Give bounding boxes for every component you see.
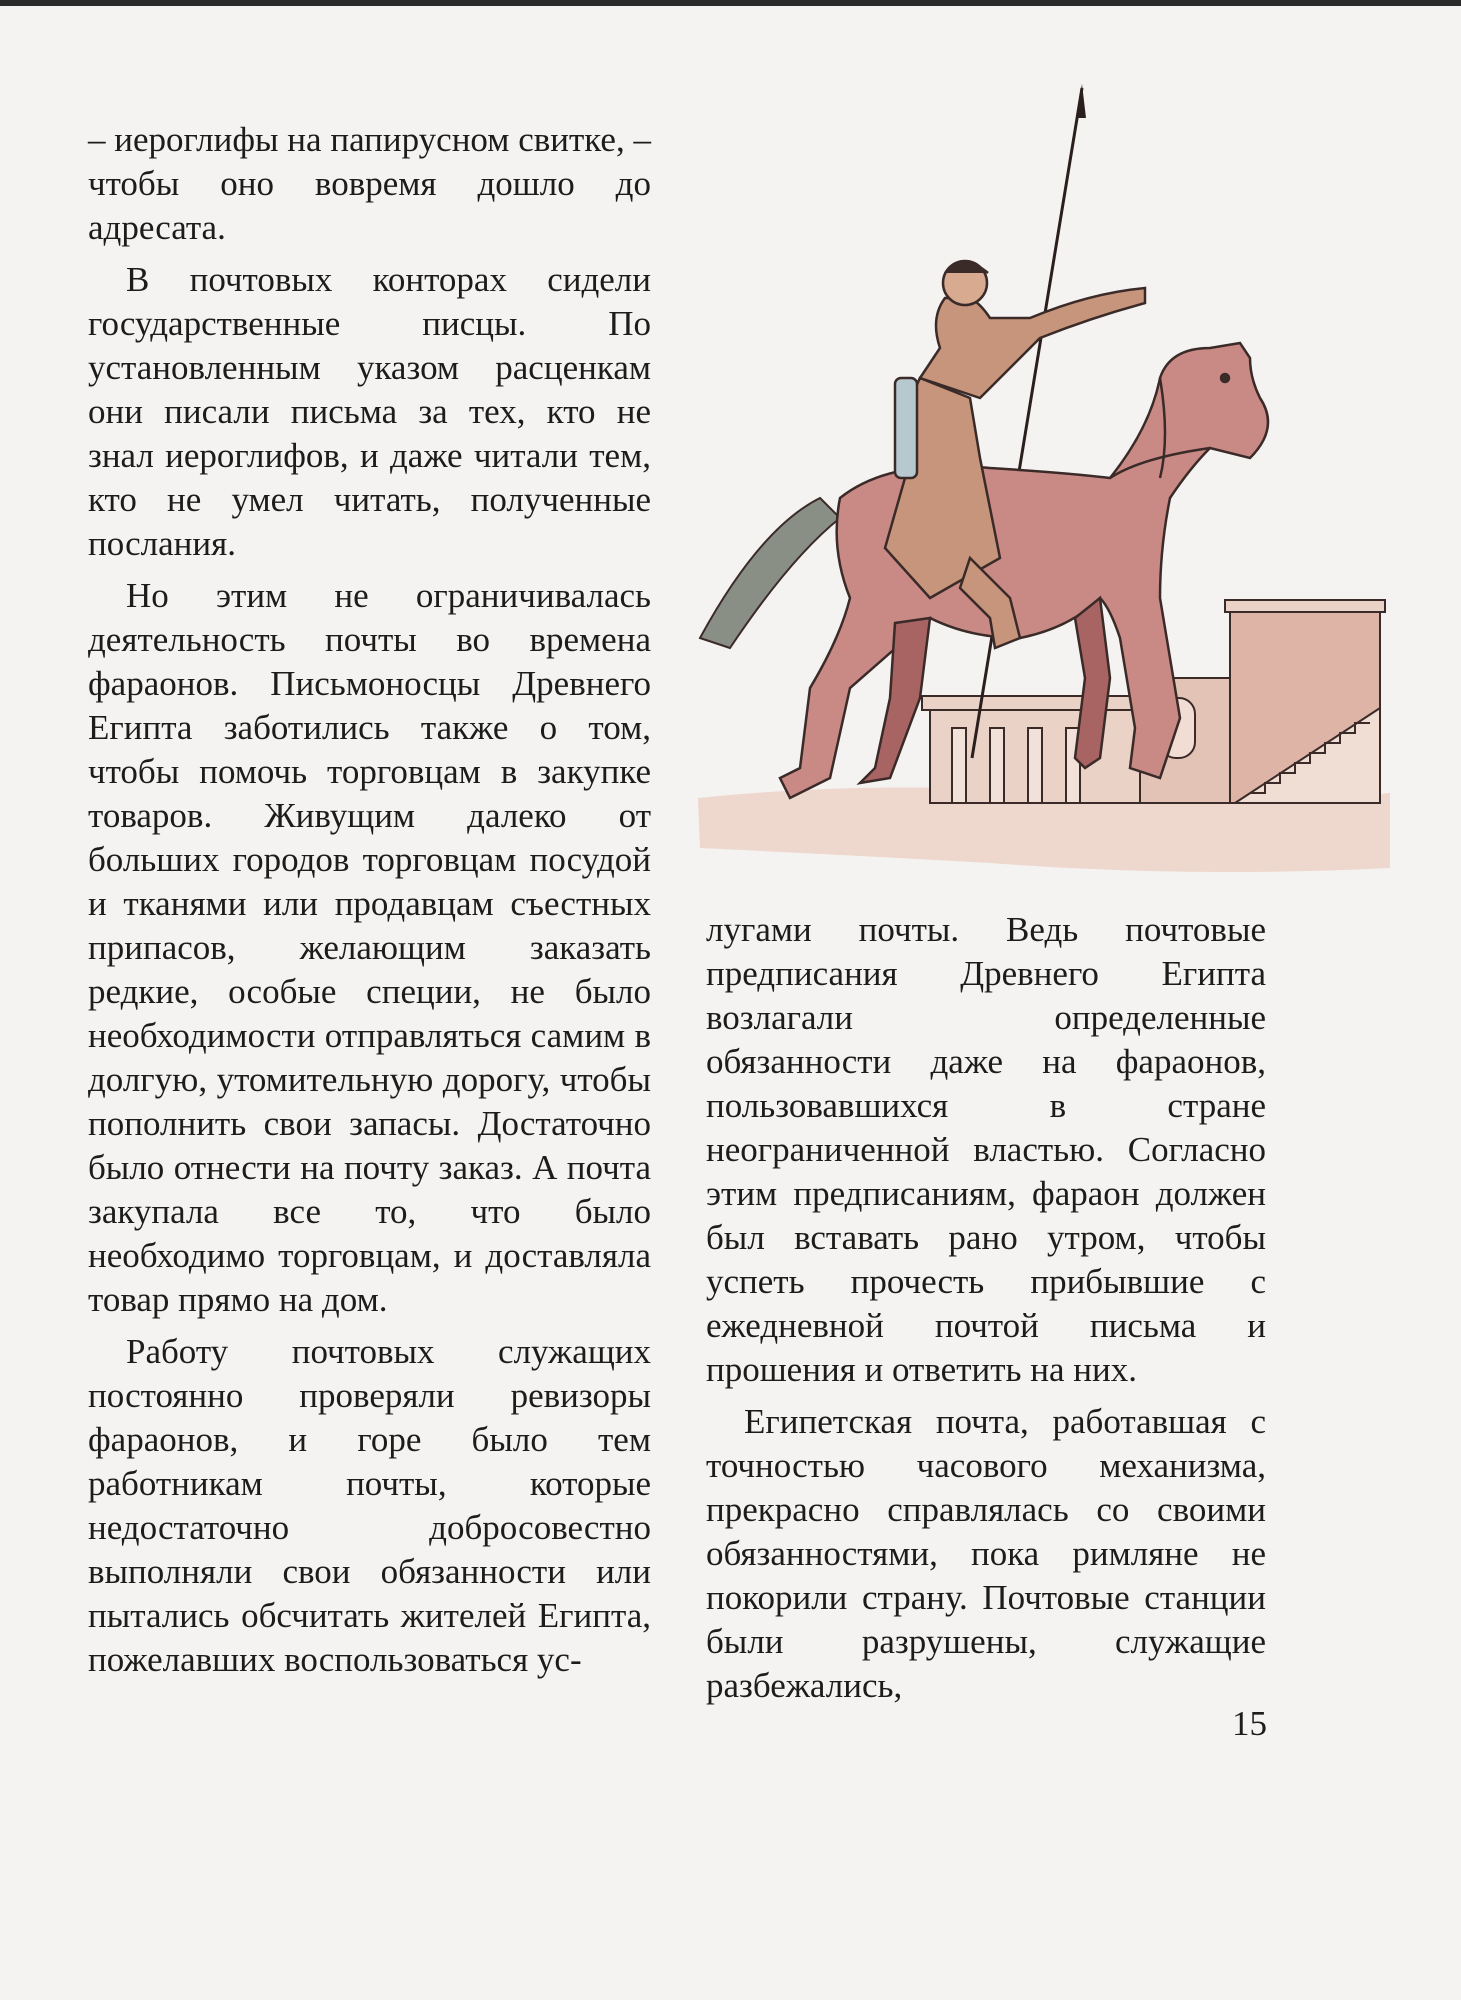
paragraph: – иероглифы на папирусном свитке, – чтобы оно вовремя дошло до адресата. — [88, 120, 651, 247]
page-number: 15 — [1232, 1704, 1267, 1743]
paragraph: Работу почтовых служащих постоянно проверяли ревизоры фараонов, и горе было тем работникам почты, которые недостаточно добросовестно выполняли свои обязанности или пытались обсчитать жителей Египта, пожелавших воспользоваться ус- — [88, 1332, 651, 1679]
right-text-column — [706, 908, 1266, 1708]
horseman-illustration — [690, 78, 1390, 878]
horse-tail — [700, 498, 840, 648]
paragraph: Но этим не ограничивалась деятельность почты во времена фараонов. Письмоносцы Древнего Египта заботились также о том, чтобы помочь торговцам в закупке товаров. Живущим далеко от больших городов торговцам посудой и тканями или продавцам съестных припасов, желающим заказать редкие, особые специи, не было необходимости отправляться самим в долгую, утомительную дорогу, чтобы пополнить свои запасы. Достаточно было отнести на почту заказ. А почта закупала все то, что было необходимо торговцам, и доставляла товар прямо на дом. — [88, 576, 651, 1319]
left-text-column — [88, 118, 651, 1682]
paragraph: Египетская почта, работавшая с точностью часового механизма, прекрасно справлялась со своими обязанностями, пока римляне не покорили страну. Почтовые станции были разрушены, служащие разбежались, — [706, 1402, 1266, 1705]
paragraph: В почтовых конторах сидели государственные писцы. По установленным указом расценкам они писали письма за тех, кто не знал иероглифов, и даже читали тем, кто не умел читать, полученные послания. — [88, 260, 651, 563]
paragraph: лугами почты. Ведь почтовые предписания Древнего Египта возлагали определенные обязанности даже на фараонов, пользовавшихся в стране неограниченной властью. Согласно этим предписаниям, фараон должен был вставать рано утром, чтобы успеть прочесть прибывшие с ежедневной почтой письма и прошения и ответить на них. — [706, 910, 1266, 1389]
spear — [972, 88, 1082, 758]
page-top-edge — [0, 0, 1461, 6]
